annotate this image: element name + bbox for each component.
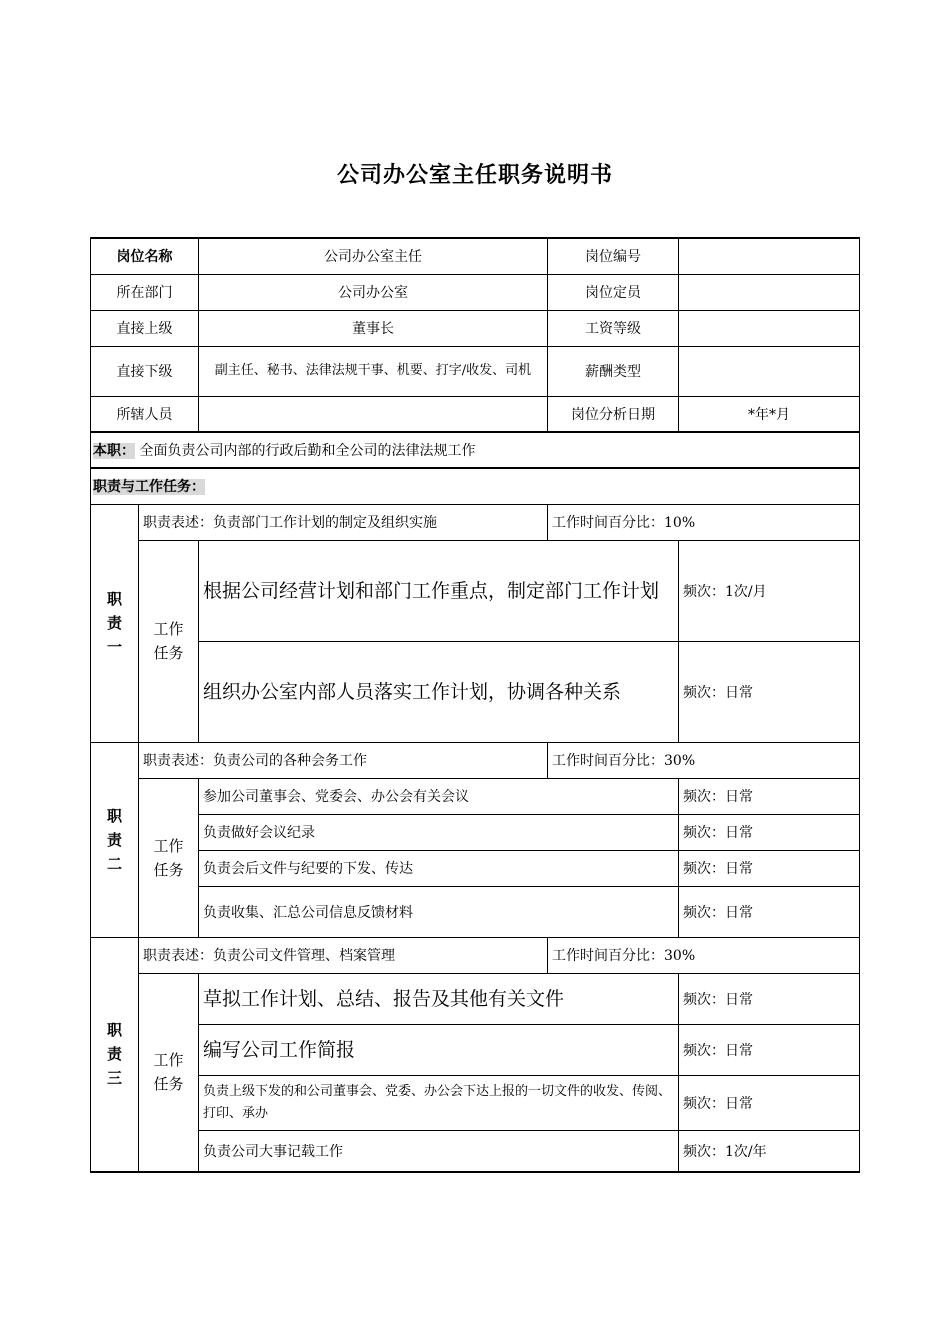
value-position-code	[679, 238, 860, 274]
duty-3-label: 职责三	[91, 937, 139, 1172]
duty-2-task-3: 负责会后文件与纪要的下发、传达	[199, 850, 679, 886]
duty-2-task-4-frequency: 频次：日常	[679, 886, 860, 937]
duty-2-description: 职责表述：负责公司的各种会务工作	[139, 742, 548, 778]
value-superior: 董事长	[199, 310, 548, 346]
main-responsibility-text: 全面负责公司内部的行政后勤和全公司的法律法规工作	[139, 443, 476, 459]
duty-3-task-3: 负责上级下发的和公司董事会、党委、办公会下达上报的一切文件的收发、传阅、打印、承办	[199, 1075, 679, 1130]
label-pay-type: 薪酬类型	[548, 346, 679, 396]
duty-2-task-3-frequency: 频次：日常	[679, 850, 860, 886]
duty-3-task-label: 工作任务	[139, 973, 199, 1172]
duty-1-task-2: 组织办公室内部人员落实工作计划，协调各种关系	[199, 641, 679, 742]
duty-3-task-1: 草拟工作计划、总结、报告及其他有关文件	[199, 973, 679, 1024]
duties-heading-row	[91, 468, 860, 504]
duty-2-label: 职责二	[91, 742, 139, 937]
label-position-name: 岗位名称	[91, 238, 199, 274]
duty-1-task-1-frequency: 频次：1次/月	[679, 540, 860, 641]
duty-1-description: 职责表述：负责部门工作计划的制定及组织实施	[139, 504, 548, 540]
duty-3-task-2-frequency: 频次：日常	[679, 1024, 860, 1075]
duty-3-task-4: 负责公司大事记载工作	[199, 1130, 679, 1172]
duty-1-percentage: 工作时间百分比：10%	[548, 504, 860, 540]
value-managed-staff	[199, 396, 548, 432]
label-subordinates: 直接下级	[91, 346, 199, 396]
value-headcount	[679, 274, 860, 310]
duties-heading: 职责与工作任务：	[93, 479, 205, 496]
duty-2-task-label: 工作任务	[139, 778, 199, 937]
value-department: 公司办公室	[199, 274, 548, 310]
label-managed-staff: 所辖人员	[91, 396, 199, 432]
label-superior: 直接上级	[91, 310, 199, 346]
duty-2-task-4: 负责收集、汇总公司信息反馈材料	[199, 886, 679, 937]
duty-1-task-label: 工作任务	[139, 540, 199, 742]
duty-1-task-1: 根据公司经营计划和部门工作重点，制定部门工作计划	[199, 540, 679, 641]
label-analysis-date: 岗位分析日期	[548, 396, 679, 432]
document-title: 公司办公室主任职务说明书	[336, 163, 613, 188]
duty-2-task-1-frequency: 频次：日常	[679, 778, 860, 814]
duty-3-task-4-frequency: 频次：1次/年	[679, 1130, 860, 1172]
duty-1-label: 职责一	[91, 504, 139, 742]
duty-2-task-1: 参加公司董事会、党委会、办公会有关会议	[199, 778, 679, 814]
job-description-table	[90, 237, 860, 1173]
label-salary-grade: 工资等级	[548, 310, 679, 346]
value-pay-type	[679, 346, 860, 396]
value-salary-grade	[679, 310, 860, 346]
label-headcount: 岗位定员	[548, 274, 679, 310]
duty-3-percentage: 工作时间百分比：30%	[548, 937, 860, 973]
duty-3-task-2: 编写公司工作简报	[199, 1024, 679, 1075]
duty-2-task-2: 负责做好会议纪录	[199, 814, 679, 850]
duty-2-task-2-frequency: 频次：日常	[679, 814, 860, 850]
value-subordinates: 副主任、秘书、法律法规干事、机要、打字/收发、司机	[199, 346, 548, 396]
main-responsibility-label: 本职：	[93, 443, 135, 459]
label-department: 所在部门	[91, 274, 199, 310]
value-analysis-date: *年*月	[679, 396, 860, 432]
duty-3-description: 职责表述：负责公司文件管理、档案管理	[139, 937, 548, 973]
value-position-name: 公司办公室主任	[199, 238, 548, 274]
duty-3-task-3-frequency: 频次：日常	[679, 1075, 860, 1130]
duty-2-percentage: 工作时间百分比：30%	[548, 742, 860, 778]
duty-3-task-1-frequency: 频次：日常	[679, 973, 860, 1024]
label-position-code: 岗位编号	[548, 238, 679, 274]
main-responsibility-row	[91, 432, 860, 468]
duty-1-task-2-frequency: 频次：日常	[679, 641, 860, 742]
